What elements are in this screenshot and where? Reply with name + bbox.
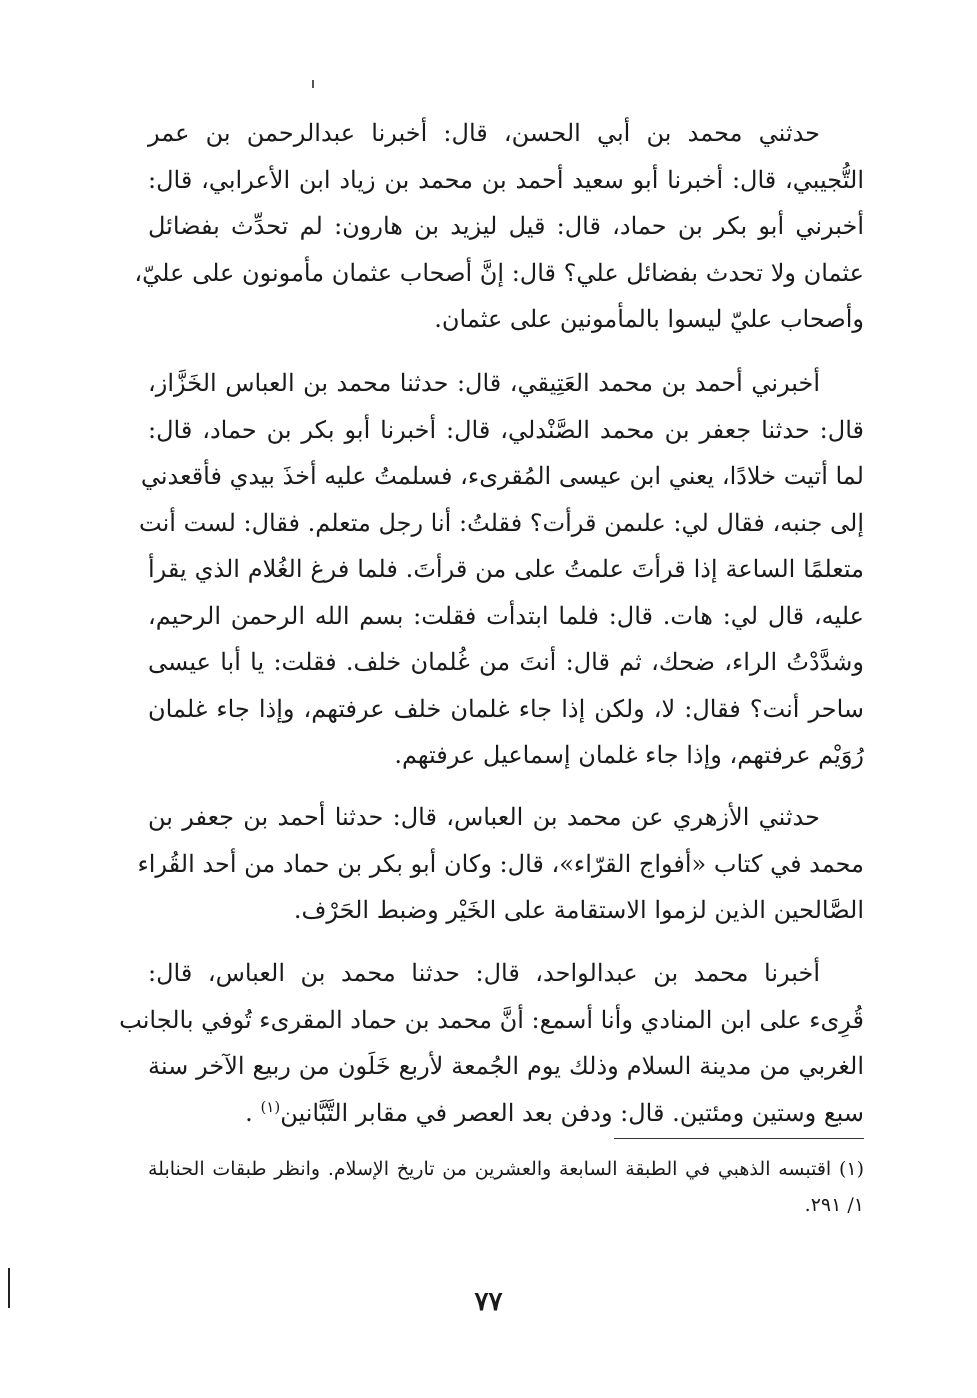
text-line: حدثني محمد بن أبي الحسن، قال: أخبرنا عبدالرحمن بن عمر [148, 119, 820, 147]
text-line: عثمان ولا تحدث بفضائل علي؟ قال: إنَّ أصحاب عثمان مأمونون على عليّ، [134, 258, 864, 287]
text-line [148, 1090, 864, 1137]
text-line: متعلمًا الساعة إذا قرأتَ علمتُ على من قرأتَ. فلما فرغ الغُلام الذي يقرأ [148, 555, 864, 583]
paragraph-3 [137, 794, 864, 934]
text-line: محمد في كتاب «أفواج القرّاء»، قال: وكان أبو بكر بن حماد من أحد القُراء [137, 849, 864, 878]
footnote-ref: (١) [260, 1097, 281, 1116]
text-line: رُوَيْم عرفتهم، وإذا جاء غلمان إسماعيل عرفتهم. [394, 741, 864, 769]
paragraph-4 [119, 950, 864, 1136]
text-line: وأصحاب عليّ ليسوا بالمأمونين على عثمان. [434, 305, 864, 333]
text-line: عليه، قال لي: هات. قال: فلما ابتدأت فقلت: بسم الله الرحمن الرحيم، [148, 601, 864, 630]
text-line: قال: حدثنا جعفر بن محمد الصَّنْدلي، قال: أخبرنا أبو بكر بن حماد، قال: [148, 415, 864, 444]
text-line: الصَّالحين الذين لزموا الاستقامة على الخَيْر وضبط الحَرْف. [293, 896, 864, 924]
paragraph-1 [134, 110, 864, 343]
text-line: لما أتيت خلادًا، يعني ابن عيسى المُقرىء، فسلمتُ عليه أخذَ بيدي فأقعدني [140, 462, 864, 490]
text-line: إلى جنبه، فقال لي: علىمن قرأت؟ فقلتُ: أنا رجل متعلم. فقال: لست أنت [139, 508, 864, 537]
footnote-separator [614, 1138, 864, 1139]
footnote [148, 1151, 864, 1223]
paragraph-2 [139, 360, 864, 779]
scan-mark [312, 80, 314, 88]
scan-edge-mark [8, 1268, 10, 1308]
footnote-line: ١/ ٢٩١. [804, 1194, 864, 1216]
text-line: أخبرني أبو بكر بن حماد، قال: قيل ليزيد بن هارون: لم تحدِّث بفضائل [148, 212, 864, 240]
text-line: التُّجيبي، قال: أخبرنا أبو سعيد أحمد بن محمد بن زياد ابن الأعرابي، قال: [148, 165, 864, 194]
text-line: ساحر أنت؟ فقال: لا، ولكن إذا جاء غلمان خلف عرفتهم، وإذا جاء غلمان [148, 694, 864, 723]
footnote-line: (١) اقتبسه الذهبي في الطبقة السابعة والعشرين من تاريخ الإسلام. وانظر طبقات الحنابلة [148, 1158, 864, 1180]
text-line: أخبرني أحمد بن محمد العَتِيقي، قال: حدثنا محمد بن العباس الخَزَّاز، [148, 369, 821, 397]
text-line: وشدَّدْتُ الراء، ضحك، ثم قال: أنتَ من غُلمان خلف. فقلت: يا أبا عيسى [148, 648, 864, 676]
text-line: حدثني الأزهري عن محمد بن العباس، قال: حدثنا أحمد بن جعفر بن [148, 803, 820, 831]
page-number: ٧٧ [474, 1287, 503, 1317]
text-line: أخبرنا محمد بن عبدالواحد، قال: حدثنا محمد بن العباس، قال: [148, 959, 820, 987]
text-line: الغربي من مدينة السلام وذلك يوم الجُمعة لأربع خَلَون من ربيع الآخر سنة [148, 1052, 864, 1080]
text-line-end: . [245, 1098, 261, 1127]
text-line-body: سبع وستين ومئتين. قال: ودفن بعد العصر في مقابر التَّبَّانين [280, 1098, 864, 1127]
text-line: قُرِىء على ابن المنادي وأنا أسمع: أنَّ محمد بن حماد المقرىء تُوفي بالجانب [119, 1005, 864, 1034]
